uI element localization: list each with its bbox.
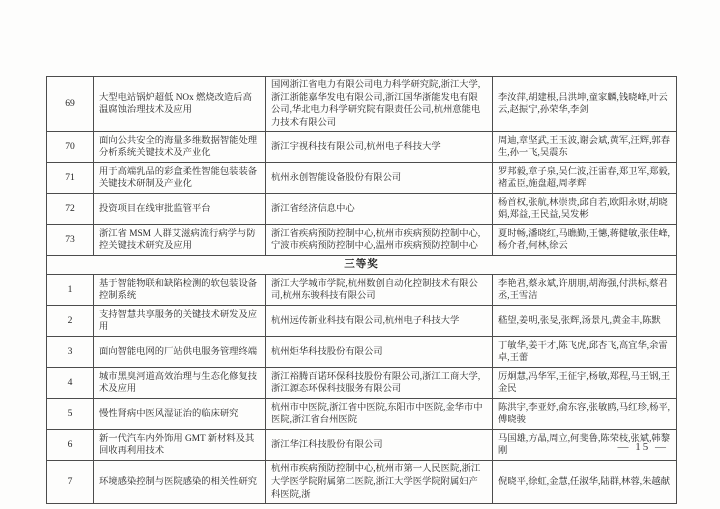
organizations-cell: 杭州市疾病预防控制中心,杭州市第一人民医院,浙江大学医学院附属第二医院,浙江大学医学院附属妇产科医院,浙 <box>266 461 493 504</box>
row-number-cell: 1 <box>47 275 94 306</box>
project-title-cell: 支持智慧共享服务的关键技术研发及应用 <box>94 306 266 337</box>
table-row <box>47 399 677 430</box>
row-number-cell: 6 <box>47 430 94 461</box>
table-row <box>47 430 677 461</box>
project-title-cell: 新一代汽车内外饰用 GMT 新材料及其回收再利用技术 <box>94 430 266 461</box>
organizations-cell: 浙江裕腾百诺环保科技股份有限公司,浙江工商大学,浙江源态环保科技服务有限公司 <box>266 368 493 399</box>
project-title-cell: 慢性肾病中医风湿证治的临床研究 <box>94 399 266 430</box>
table-row <box>47 225 677 256</box>
row-number-cell: 73 <box>47 225 94 256</box>
project-title-cell: 面向公共安全的海量多维数据智能处理分析系统关键技术及产业化 <box>94 132 266 163</box>
table-row <box>47 275 677 306</box>
project-title-cell: 环境感染控制与医院感染的相关性研究 <box>94 461 266 504</box>
awards-table <box>46 76 677 504</box>
project-title-cell: 面向智能电网的厂站供电服务管理终端 <box>94 337 266 368</box>
row-number-cell: 3 <box>47 337 94 368</box>
table-row <box>47 77 677 132</box>
organizations-cell: 浙江华江科技股份有限公司 <box>266 430 493 461</box>
project-title-cell: 城市黑臭河道高效治理与生态化修复技术及应用 <box>94 368 266 399</box>
awardees-cell: 嵇望,姜明,张旻,张辉,汤景凡,黄金丰,陈默 <box>493 306 677 337</box>
table-row <box>47 132 677 163</box>
section-header-row <box>47 256 677 275</box>
awardees-cell: 周迪,章坚武,王玉波,谢会斌,黄军,汪辉,郭春生,孙一飞,吴震东 <box>493 132 677 163</box>
row-number-cell: 5 <box>47 399 94 430</box>
table-row <box>47 461 677 504</box>
row-number-cell: 70 <box>47 132 94 163</box>
row-number-cell: 4 <box>47 368 94 399</box>
row-number-cell: 7 <box>47 461 94 504</box>
awardees-cell: 夏时畅,潘晓红,马瞧勤,王憓,蒋健敏,张佳峰,杨介者,何林,徐云 <box>493 225 677 256</box>
organizations-cell: 浙江省疾病预防控制中心,杭州市疾病预防控制中心,宁波市疾病预防控制中心,温州市疾病预防控制中心 <box>266 225 493 256</box>
table-row <box>47 163 677 194</box>
awardees-cell: 李汝萍,胡建根,吕洪坤,童家麟,钱晓峰,叶云云,赵振宁,孙荣华,李剑 <box>493 77 677 132</box>
project-title-cell: 大型电站锅炉超低 NOx 燃烧改造后高温腐蚀治理技术及应用 <box>94 77 266 132</box>
row-number-cell: 71 <box>47 163 94 194</box>
organizations-cell: 杭州炬华科技股份有限公司 <box>266 337 493 368</box>
page-number: — 15 — <box>617 441 668 453</box>
organizations-cell: 浙江省经济信息中心 <box>266 194 493 225</box>
table-row <box>47 194 677 225</box>
project-title-cell: 投资项目在线审批监管平台 <box>94 194 266 225</box>
project-title-cell: 基于智能物联和缺陷检测的软包装设备控制系统 <box>94 275 266 306</box>
project-title-cell: 浙江省 MSM 人群艾滋病流行病学与防控关键技术研究及应用 <box>94 225 266 256</box>
awardees-cell: 马国雄,方晶,周立,何斐鲁,陈荣枝,张斌,韩黎刚 <box>493 430 677 461</box>
table-row <box>47 368 677 399</box>
organizations-cell: 浙江大学城市学院,杭州数创自动化控制技术有限公司,杭州东骏科技有限公司 <box>266 275 493 306</box>
awardees-cell: 杨首权,张航,林崇贵,邱自若,欧阳永财,胡晓娟,郑益,王民益,吴发彬 <box>493 194 677 225</box>
organizations-cell: 杭州远传新业科技有限公司,杭州电子科技大学 <box>266 306 493 337</box>
row-number-cell: 72 <box>47 194 94 225</box>
organizations-cell: 浙江宇视科技有限公司,杭州电子科技大学 <box>266 132 493 163</box>
organizations-cell: 杭州永创智能设备股份有限公司 <box>266 163 493 194</box>
organizations-cell: 国网浙江省电力有限公司电力科学研究院,浙江大学,浙江浙能嘉华发电有限公司,浙江国华浙能发电有限公司,华北电力科学研究院有限责任公司,杭州意能电力技术有限公司 <box>266 77 493 132</box>
awardees-cell: 倪晓平,徐虹,金慧,任淑华,陆群,林蓉,朱越献 <box>493 461 677 504</box>
organizations-cell: 杭州市中医院,浙江省中医院,东阳市中医院,金华市中医院,浙江省台州医院 <box>266 399 493 430</box>
row-number-cell: 69 <box>47 77 94 132</box>
table-row <box>47 337 677 368</box>
awardees-cell: 罗邦毅,章子泉,吴仁波,汪雷春,郑卫军,郑毅,褚孟臣,施盘超,周孝辉 <box>493 163 677 194</box>
awardees-cell: 李艳君,蔡永斌,许朋朋,胡海强,付洪标,蔡君丞,王雪洁 <box>493 275 677 306</box>
section-header: 三等奖 <box>47 256 677 275</box>
awardees-cell: 丁敏华,姜干才,陈飞虎,邱杏飞,高宜华,余雷卓,王蕾 <box>493 337 677 368</box>
row-number-cell: 2 <box>47 306 94 337</box>
table-row <box>47 306 677 337</box>
awards-table-body <box>47 77 677 504</box>
project-title-cell: 用于高端乳品的彩盒柔性智能包装装备关键技术研制及产业化 <box>94 163 266 194</box>
awardees-cell: 厉炯慧,冯华军,王征宇,杨敏,郑程,马王钢,王金民 <box>493 368 677 399</box>
awardees-cell: 陈洪宇,李亚妤,俞东容,张敏鸥,马红珍,杨平,傅晓骏 <box>493 399 677 430</box>
